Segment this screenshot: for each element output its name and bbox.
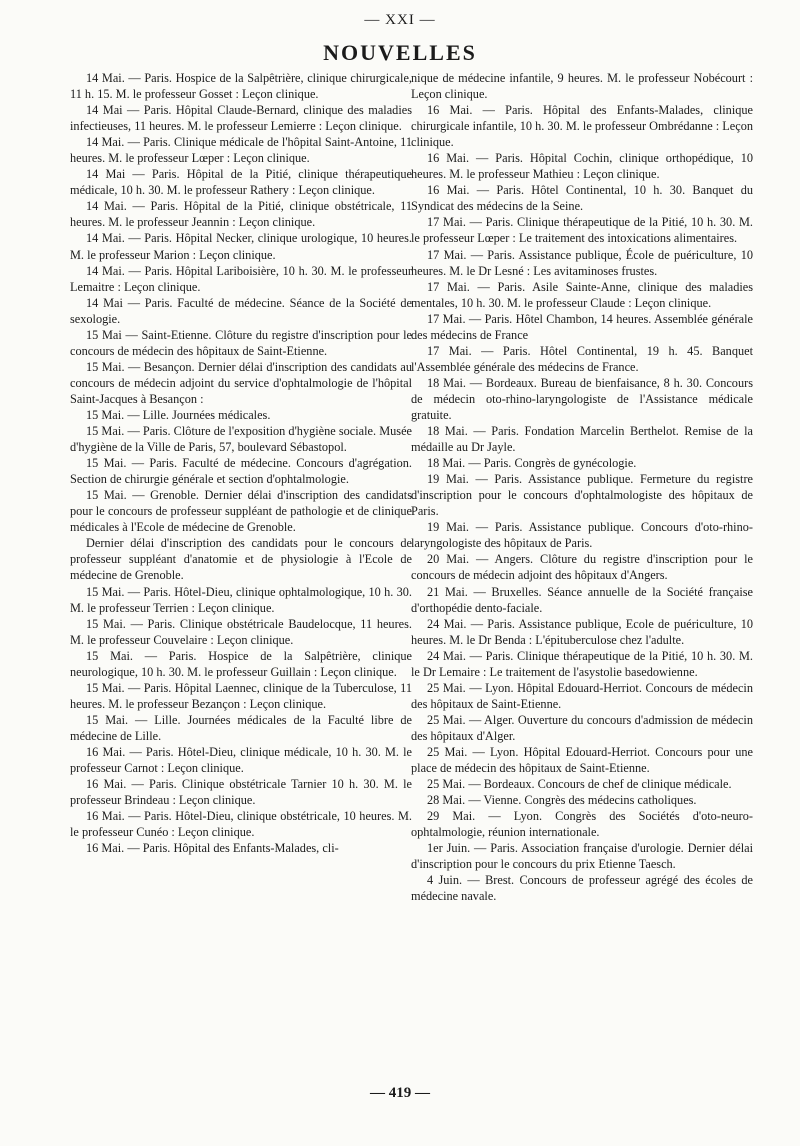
news-entry: 16 Mai. — Paris. Hôpital Cochin, clinique orthopédique, 10 heures. M. le professeur Mathieu : Leçon clinique. bbox=[411, 151, 753, 182]
news-entry: 16 Mai. — Paris. Hôtel Continental, 10 h. 30. Banquet du Syndicat des médecins de la Seine. bbox=[411, 183, 753, 214]
news-entry: 15 Mai. — Paris. Clinique obstétricale Baudelocque, 11 heures. M. le professeur Couvelaire : Leçon clinique. bbox=[70, 616, 412, 647]
news-entry: 17 Mai. — Paris. Hôtel Continental, 19 h. 45. Banquet l'Assemblée générale des médecins de France. bbox=[411, 343, 753, 374]
news-entry: 19 Mai. — Paris. Assistance publique. Concours d'oto-rhino-laryngologiste des hôpitaux de Paris. bbox=[411, 520, 753, 551]
news-entry: 25 Mai. — Bordeaux. Concours de chef de clinique médicale. bbox=[427, 777, 732, 792]
news-entry: Dernier délai d'inscription des candidats pour le concours de professeur suppléant d'anatomie et de physiologie à l'Ecole de médecine de Grenoble. bbox=[70, 536, 412, 583]
news-entry: nique de médecine infantile, 9 heures. M. le professeur Nobécourt : Leçon clinique. bbox=[411, 71, 753, 102]
news-entry: 15 Mai — Saint-Etienne. Clôture du registre d'inscription pour le concours de médecin des hôpitaux de Saint-Etienne. bbox=[70, 327, 412, 358]
news-entry: 24 Mai. — Paris. Clinique thérapeutique de la Pitié, 10 h. 30. M. le Dr Lemaire : Le traitement de l'asystolie basedowienne. bbox=[411, 648, 753, 679]
news-entry: 15 Mai. — Paris. Faculté de médecine. Concours d'agrégation. Section de chirurgie générale et section d'ophtalmologie. bbox=[70, 456, 412, 487]
news-entry: 25 Mai. — Lyon. Hôpital Edouard-Herriot. Concours pour une place de médecin des hôpitaux de Saint-Etienne. bbox=[411, 744, 753, 776]
news-entry: 16 Mai. — Paris. Clinique obstétricale Tarnier 10 h. 30. M. le professeur Brindeau : Leçon clinique. bbox=[70, 777, 412, 808]
news-entry: 17 Mai. — Paris. Assistance publique, École de puériculture, 10 heures. M. le Dr Lesné : Les avitaminoses frustes. bbox=[411, 247, 753, 278]
news-entry: 24 Mai. — Paris. Assistance publique, Ecole de puériculture, 10 heures. M. le Dr Benda : L'épituberculose chez l'adulte. bbox=[411, 616, 753, 647]
news-entry: 17 Mai. — Paris. Asile Sainte-Anne, clinique des maladies mentales, 10 h. 30. M. le professeur Claude : Leçon clinique. bbox=[411, 279, 753, 310]
news-entry: 14 Mai. — Paris. Hospice de la Salpêtrière, clinique chirurgicale, 11 h. 15. M. le professeur Gosset : Leçon clinique. bbox=[70, 71, 412, 102]
news-entry: 19 Mai. — Paris. Assistance publique. Fermeture du registre d'inscription pour le concours d'ophtalmologiste des hôpitaux de Paris. bbox=[411, 472, 753, 519]
news-entry: 14 Mai. — Paris. Hôpital Lariboisière, 10 h. 30. M. le professeur Lemaitre : Leçon clinique. bbox=[70, 263, 412, 294]
news-entry: 25 Mai. — Lyon. Hôpital Edouard-Herriot. Concours de médecin des hôpitaux de Saint-Etienne. bbox=[411, 680, 753, 711]
news-entry: 14 Mai. — Paris. Clinique médicale de l'hôpital Saint-Antoine, 11 heures. M. le professeur Lœper : Leçon clinique. bbox=[70, 135, 412, 166]
news-entry: 14 Mai — Paris. Faculté de médecine. Séance de la Société de sexologie. bbox=[70, 295, 412, 326]
news-entry: 14 Mai. — Paris. Hôpital Necker, clinique urologique, 10 heures. M. le professeur Marion : Leçon clinique. bbox=[70, 231, 412, 262]
page-footer-number: — 419 — bbox=[370, 1085, 430, 1101]
news-entry: 4 Juin. — Brest. Concours de professeur agrégé des écoles de médecine navale. bbox=[411, 873, 753, 904]
news-entry: 20 Mai. — Angers. Clôture du registre d'inscription pour le concours de médecin adjoint des hôpitaux d'Angers. bbox=[411, 552, 753, 583]
news-entry: 17 Mai. — Paris. Clinique thérapeutique de la Pitié, 10 h. 30. M. le professeur Lœper : Le traitement des intoxications alimentaires. bbox=[411, 215, 753, 246]
news-entry: 16 Mai. — Paris. Hôtel-Dieu, clinique obstétricale, 10 heures. M. le professeur Cunéo : Leçon clinique. bbox=[70, 809, 412, 840]
news-entry: 15 Mai. — Besançon. Dernier délai d'inscription des candidats au concours de médecin adjoint du service d'ophtalmologie de l'hôpital Saint-Jacques à Besançon : bbox=[70, 359, 412, 406]
page-header-number: — XXI — bbox=[364, 12, 436, 28]
news-entry: 15 Mai. — Paris. Clôture de l'exposition d'hygiène sociale. Musée d'hygiène de la Ville de Paris, 57, boulevard Sébastopol. bbox=[70, 424, 412, 455]
news-entry: 15 Mai. — Paris. Hôtel-Dieu, clinique ophtalmologique, 10 h. 30. M. le professeur Terrien : Leçon clinique. bbox=[70, 584, 412, 615]
news-entry: 16 Mai. — Paris. Hôpital des Enfants-Malades, cli- bbox=[86, 841, 339, 856]
news-entry: 25 Mai. — Alger. Ouverture du concours d'admission de médecin des hôpitaux d'Alger. bbox=[411, 712, 753, 743]
left-column bbox=[70, 70, 412, 856]
news-entry: 15 Mai. — Grenoble. Dernier délai d'inscription des candidats pour le concours de professeur suppléant de pathologie et de clinique médicales à l'Ecole de médecine de Grenoble. bbox=[70, 488, 412, 535]
news-entry: 15 Mai. — Paris. Hospice de la Salpêtrière, clinique neurologique, 10 h. 30. M. le professeur Guillain : Leçon clinique. bbox=[70, 648, 412, 679]
news-entry: 21 Mai. — Bruxelles. Séance annuelle de la Société française d'orthopédie dento-faciale. bbox=[411, 584, 753, 615]
news-entry: 18 Mai. — Paris. Congrès de gynécologie. bbox=[427, 456, 637, 471]
right-column bbox=[411, 70, 753, 904]
news-entry: 14 Mai — Paris. Hôpital de la Pitié, clinique thérapeutique médicale, 10 h. 30. M. le professeur Rathery : Leçon clinique. bbox=[70, 167, 412, 198]
news-entry: 16 Mai. — Paris. Hôpital des Enfants-Malades, clinique chirurgicale infantile, 10 h. 30. M. le professeur Ombrédanne : Leçon clinique. bbox=[411, 103, 753, 150]
news-entry: 17 Mai. — Paris. Hôtel Chambon, 14 heures. Assemblée générale des médecins de France bbox=[411, 311, 753, 342]
news-entry: 28 Mai. — Vienne. Congrès des médecins catholiques. bbox=[427, 793, 697, 808]
news-entry: 15 Mai. — Lille. Journées médicales. bbox=[86, 407, 271, 422]
news-entry: 15 Mai. — Lille. Journées médicales de la Faculté libre de médecine de Lille. bbox=[70, 712, 412, 743]
news-entry: 29 Mai. — Lyon. Congrès des Sociétés d'oto-neuro-ophtalmologie, réunion internationale. bbox=[411, 809, 753, 840]
news-entry: 14 Mai. — Paris. Hôpital de la Pitié, clinique obstétricale, 11 heures. M. le professeur Jeannin : Leçon clinique. bbox=[70, 199, 412, 230]
news-entry: 16 Mai. — Paris. Hôtel-Dieu, clinique médicale, 10 h. 30. M. le professeur Carnot : Leçon clinique. bbox=[70, 744, 412, 776]
news-entry: 18 Mai. — Paris. Fondation Marcelin Berthelot. Remise de la médaille au Dr Jayle. bbox=[411, 424, 753, 455]
news-entry: 14 Mai — Paris. Hôpital Claude-Bernard, clinique des maladies infectieuses, 11 heures. M. le professeur Lemierre : Leçon clinique. bbox=[70, 103, 412, 134]
news-entry: 18 Mai. — Bordeaux. Bureau de bienfaisance, 8 h. 30. Concours de médecin oto-rhino-laryngologiste de l'Assistance médicale gratuite. bbox=[411, 375, 753, 422]
news-entry: 15 Mai. — Paris. Hôpital Laennec, clinique de la Tuberculose, 11 heures. M. le professeur Bezançon : Leçon clinique. bbox=[70, 680, 412, 711]
news-entry: 1er Juin. — Paris. Association française d'urologie. Dernier délai d'inscription pour le concours du prix Etienne Taesch. bbox=[411, 841, 753, 872]
page-title: NOUVELLES bbox=[323, 40, 477, 65]
